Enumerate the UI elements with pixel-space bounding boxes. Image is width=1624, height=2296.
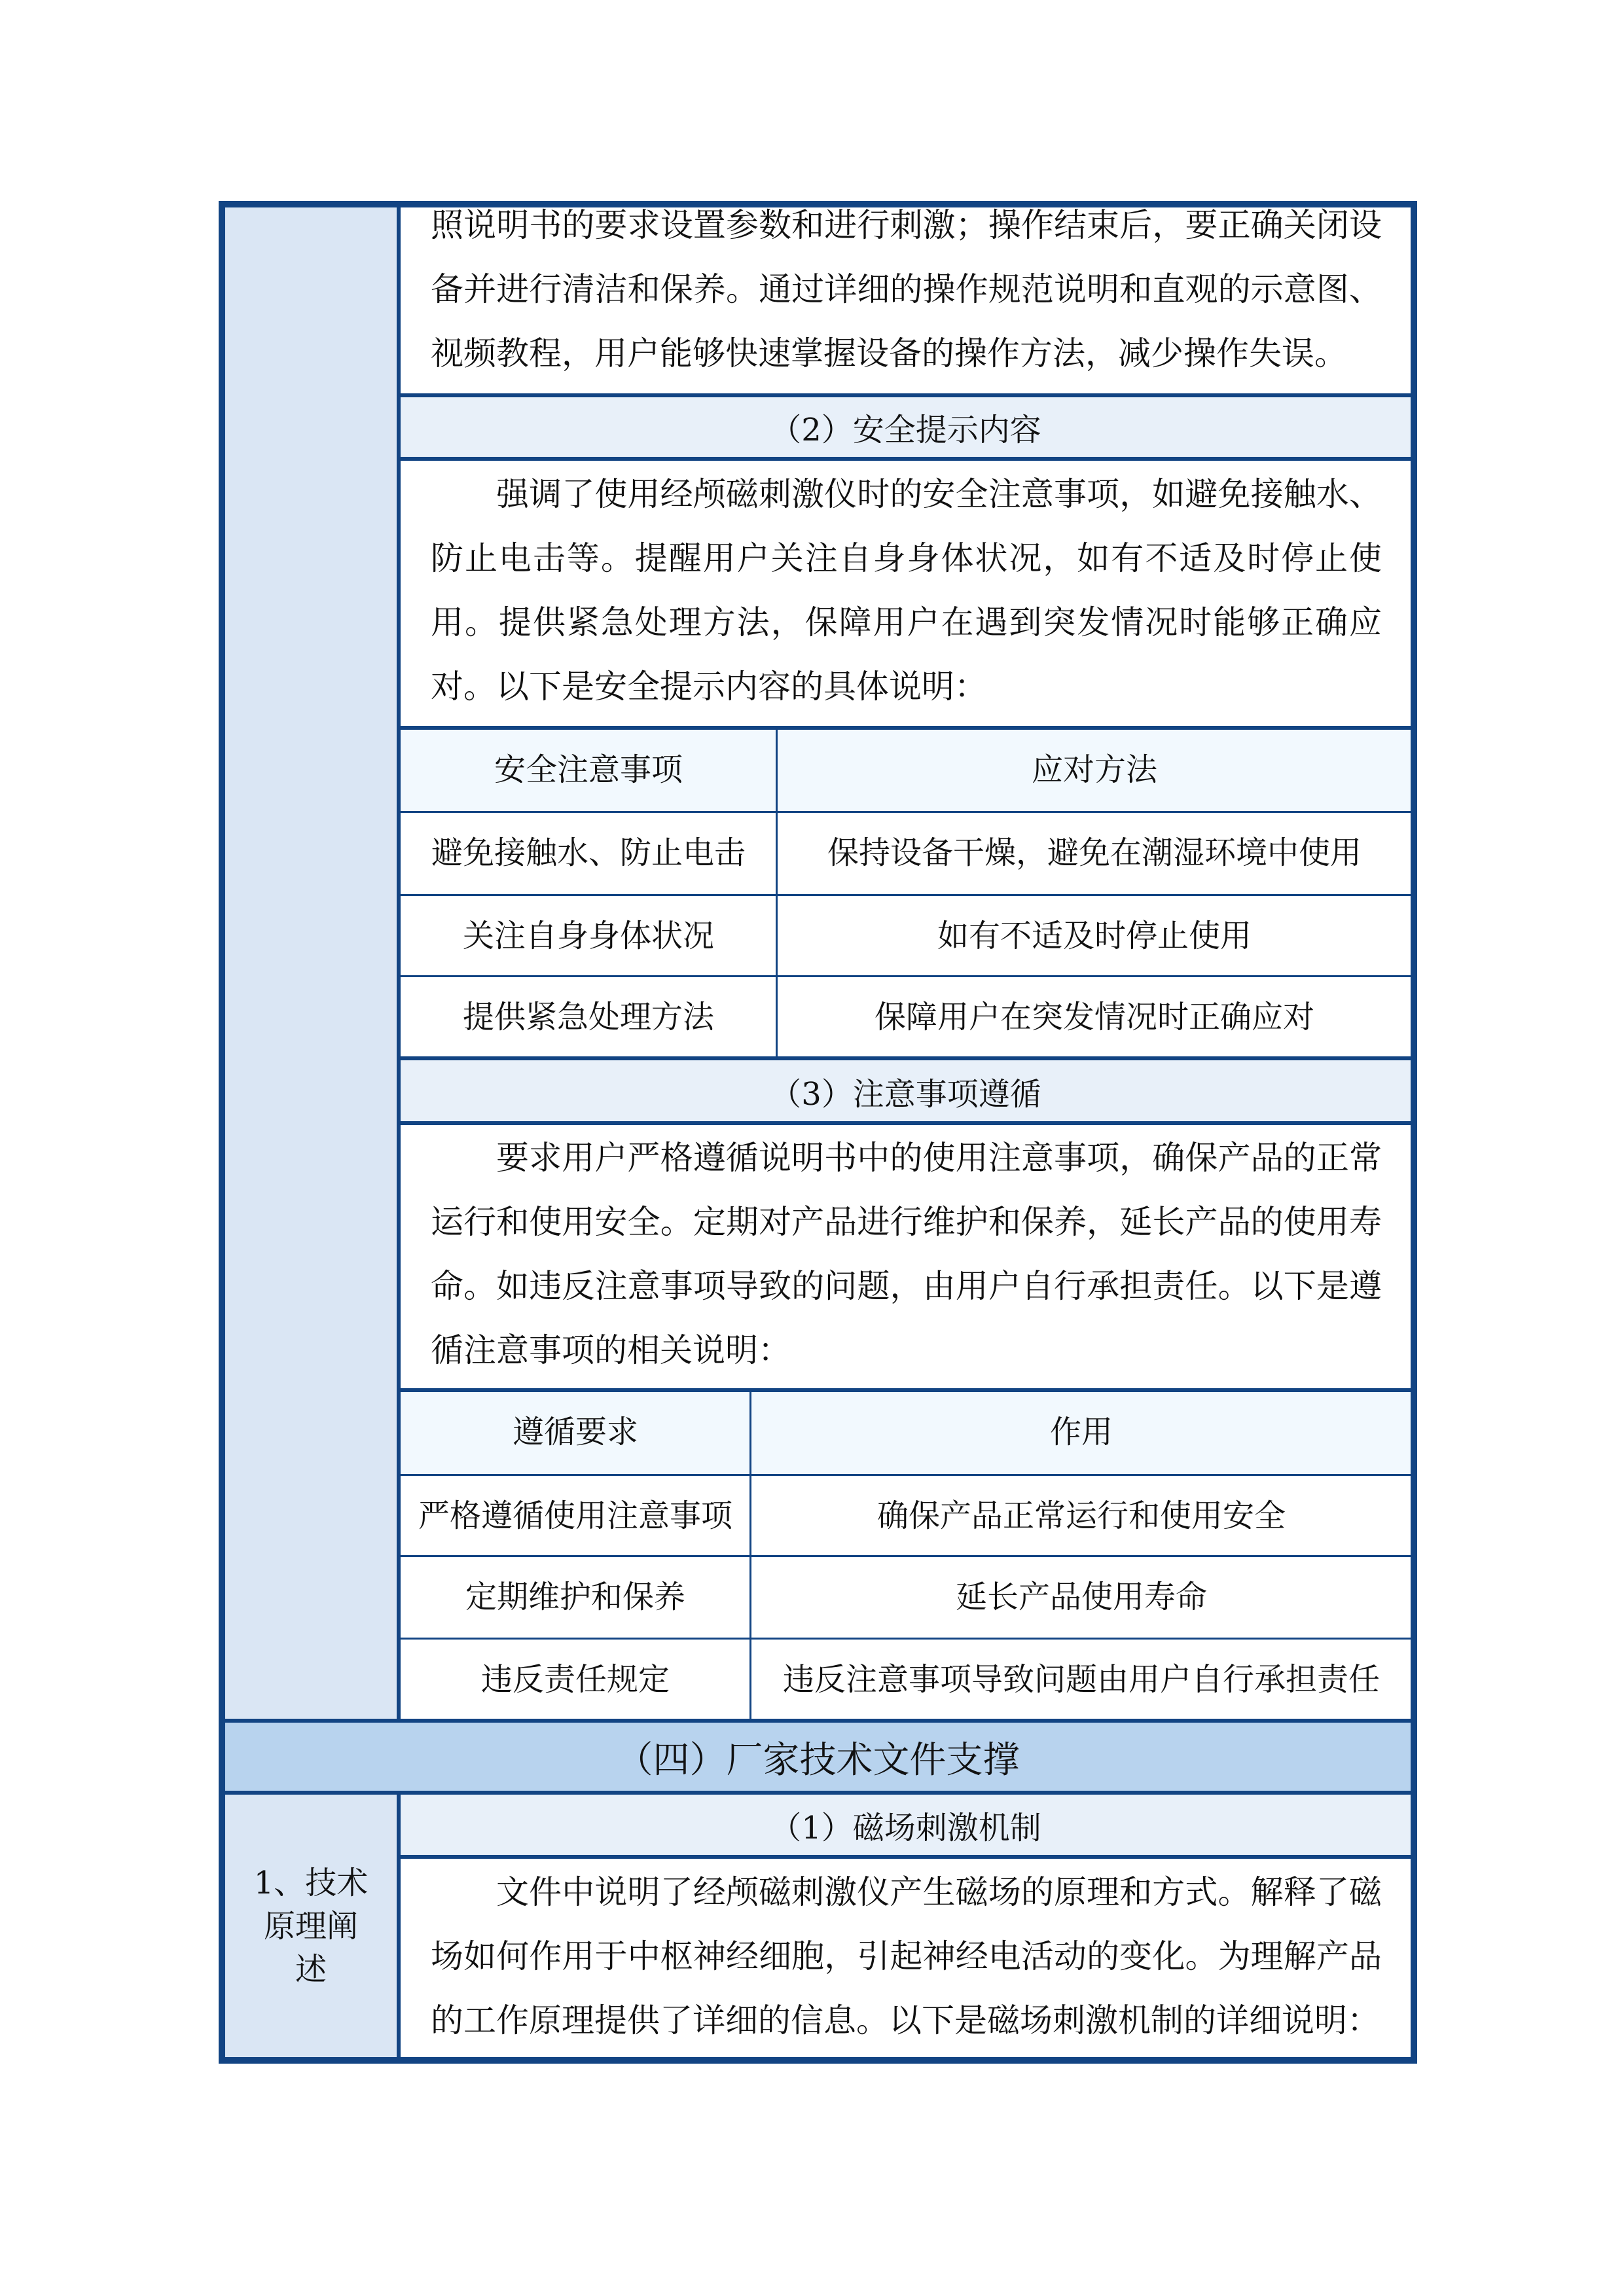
mechanism-paragraph: 文件中说明了经颅磁刺激仪产生磁场的原理和方式。解释了磁场如何作用于中枢神经细胞，引起神经电活动的变化。为理解产品的工作原理提供了详细的信息。以下是磁场刺激机制的详细说明： xyxy=(431,1873,1382,2039)
safety-table-header: 安全注意事项 xyxy=(494,751,683,788)
compliance-table-cell: 确保产品正常运行和使用安全 xyxy=(876,1498,1286,1534)
compliance-heading: （3）注意事项遵循 xyxy=(401,1060,1411,1122)
divider xyxy=(399,1121,1411,1125)
safety-table-header: 应对方法 xyxy=(1031,751,1157,788)
safety-table-cell: 关注自身身体状况 xyxy=(462,918,714,954)
safety-paragraph: 强调了使用经颅磁刺激仪时的安全注意事项，如避免接触水、防止电击等。提醒用户关注自身身体状况，如有不适及时停止使用。提供紧急处理方法，保障用户在遇到突发情况时能够正确应对。以下是安全提示内容的具体说明： xyxy=(431,475,1382,706)
continuation-paragraph: 照说明书的要求设置参数和进行刺激；操作结束后，要正确关闭设备并进行清洁和保养。通过详细的操作规范说明和直观的示意图、视频教程，用户能够快速掌握设备的操作方法，减少操作失误。 xyxy=(431,206,1382,372)
compliance-table-cell: 严格遵循使用注意事项 xyxy=(418,1498,732,1534)
divider xyxy=(399,457,1411,461)
safety-table-cell: 避免接触水、防止电击 xyxy=(431,834,746,871)
compliance-table-cell: 定期维护和保养 xyxy=(465,1579,685,1615)
column-divider xyxy=(749,1392,751,1719)
safety-table-cell: 保障用户在突发情况时正确应对 xyxy=(874,999,1314,1035)
compliance-paragraph: 要求用户严格遵循说明书中的使用注意事项，确保产品的正常运行和使用安全。定期对产品进行维护和保养，延长产品的使用寿命。如违反注意事项导致的问题，由用户自行承担责任。以下是遵循注意事项的相关说明： xyxy=(431,1139,1382,1369)
compliance-table-header: 遵循要求 xyxy=(512,1414,638,1450)
safety-heading: （2）安全提示内容 xyxy=(401,397,1411,457)
safety-table-cell: 如有不适及时停止使用 xyxy=(937,918,1252,954)
left-column-cell xyxy=(225,207,399,1721)
safety-table-cell: 保持设备干燥，避免在潮湿环境中使用 xyxy=(827,834,1362,871)
compliance-table-cell: 违反注意事项导致问题由用户自行承担责任 xyxy=(782,1661,1380,1698)
safety-table-cell: 提供紧急处理方法 xyxy=(462,999,714,1035)
left-label: 1、技术原理阐述 xyxy=(225,1795,397,2057)
compliance-table-cell: 违反责任规定 xyxy=(480,1661,670,1698)
divider xyxy=(399,1855,1411,1859)
sub-heading: （1）磁场刺激机制 xyxy=(401,1795,1411,1855)
column-divider xyxy=(776,730,778,1057)
section-title: （四）厂家技术文件支撑 xyxy=(225,1723,1411,1791)
compliance-table-cell: 延长产品使用寿命 xyxy=(955,1579,1207,1615)
compliance-table-header: 作用 xyxy=(1049,1414,1113,1450)
